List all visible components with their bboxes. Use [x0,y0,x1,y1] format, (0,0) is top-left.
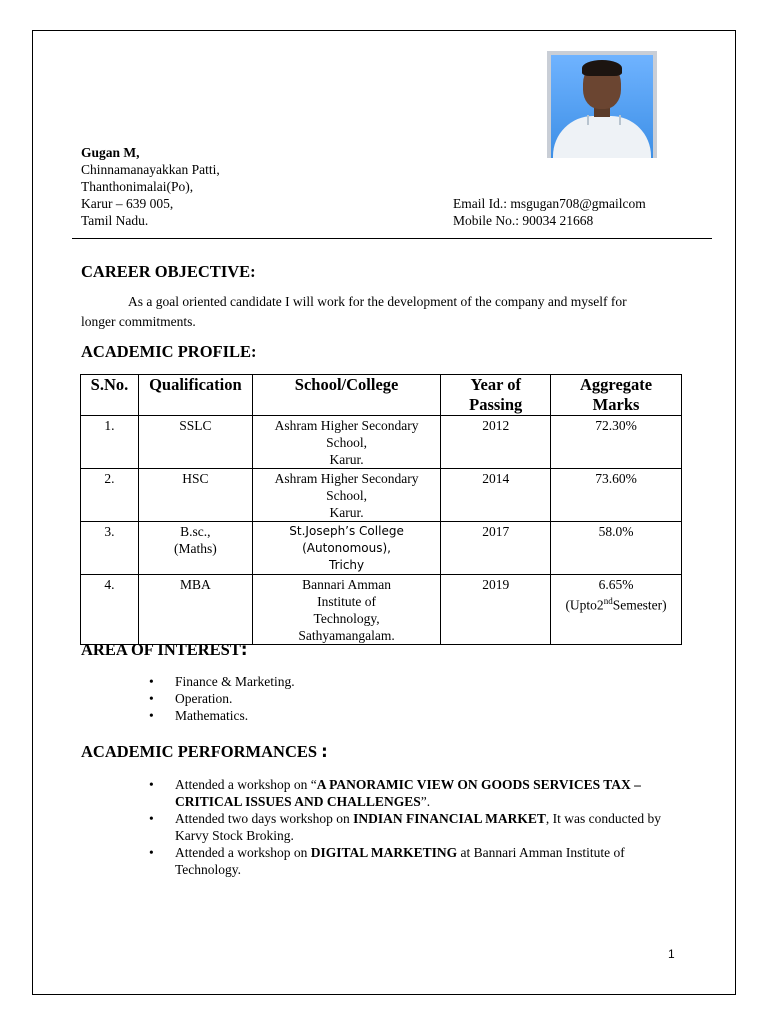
school-line: Ashram Higher Secondary [274,471,419,486]
table-row [81,469,682,522]
table-row [81,575,682,645]
cell-school [252,522,441,575]
header-divider [72,238,712,239]
qualification-line: B.sc., [180,524,211,539]
school-line: Technology, [313,611,380,626]
cell-marks: 73.60% [551,469,682,522]
school-line: Trichy [329,558,365,572]
column-header-school: School/College [252,375,441,416]
cell-qualification [138,416,252,469]
school-line: Bannari Amman [302,577,391,592]
candidate-name: Gugan M, [81,145,140,160]
cell-year: 2017 [441,522,551,575]
list-item [149,844,635,878]
interest-list [149,673,295,724]
school-line: St.Joseph’s College [289,524,404,538]
marks-note-post: Semester) [612,597,667,613]
qualification-line: MBA [179,577,211,592]
email-label: Email Id.: [453,196,511,211]
cell-sno: 1. [81,416,139,469]
academic-performances-title: ACADEMIC PERFORMANCES [81,742,318,761]
school-line: School, [326,435,368,450]
school-line: Karur. [329,505,364,520]
list-item [149,810,669,844]
marks-note-sup: nd [603,596,613,606]
cell-year: 2019 [441,575,551,645]
career-objective-body: As a goal oriented candidate I will work for the development of the company and myself for longer commitments. [81,294,627,329]
qualification-line: HSC [182,471,209,486]
email-value: msgugan708@gmailcom [510,196,646,211]
school-line: Ashram Higher Secondary [274,418,419,433]
cell-school [252,416,441,469]
list-item: • Finance & Marketing. [149,673,295,690]
school-line: (Autonomous), [302,541,391,555]
performance-bold: INDIAN FINANCIAL MARKET [353,811,546,826]
address-line-3: Karur – 639 005, [81,196,174,211]
email-line [453,195,646,212]
list-item: • Operation. [149,690,295,707]
area-of-interest-title: AREA OF INTEREST [81,640,241,659]
performance-text: Attended a workshop on [175,845,311,860]
performance-text: Attended a workshop on “ [175,777,317,792]
cell-year: 2014 [441,469,551,522]
academic-performances-heading [81,742,328,762]
cell-school [252,575,441,645]
career-objective-text [81,292,651,332]
list-item [149,776,669,810]
performance-bold: DIGITAL MARKETING [310,845,458,860]
cell-marks [551,575,682,645]
cell-sno: 4. [81,575,139,645]
column-header-qualification: Qualification [138,375,252,416]
performance-list [149,776,669,878]
list-item: • Mathematics. [149,707,295,724]
cell-sno: 2. [81,469,139,522]
school-line: Institute of [317,594,376,609]
mobile-line [453,212,593,229]
column-header-year-text: Year of Passing [469,375,523,414]
school-line: School, [326,488,368,503]
cell-school [252,469,441,522]
address-line-2: Thanthonimalai(Po), [81,179,194,194]
table-row [81,522,682,575]
qualification-line: SSLC [179,418,212,433]
performance-text: , It was conducted by Karvy Stock Broking. [175,811,661,843]
column-header-marks [551,375,682,416]
area-of-interest-colon: : [240,640,248,659]
school-line: Sathyamangalam. [298,628,395,643]
qualification-line: (Maths) [173,541,217,556]
performance-bold: A PANORAMIC VIEW ON GOODS SERVICES TAX – CRITICAL ISSUES AND CHALLENGES [175,777,641,809]
performance-text: at Bannari Amman Institute of Technology. [175,845,625,877]
cell-marks: 72.30% [551,416,682,469]
cell-sno: 3. [81,522,139,575]
school-line: Karur. [329,452,364,467]
address-line-1: Chinnamanayakkan Patti, [81,162,220,177]
marks-note [554,593,678,614]
mobile-value: 90034 21668 [522,213,594,228]
mobile-label: Mobile No.: [453,213,523,228]
table-row [81,416,682,469]
profile-photo [547,51,657,158]
academic-profile-heading: ACADEMIC PROFILE: [81,342,257,361]
address-line-4: Tamil Nadu. [81,213,149,228]
cell-marks: 58.0% [551,522,682,575]
cell-qualification [138,575,252,645]
cell-qualification [138,522,252,575]
career-objective-heading: CAREER OBJECTIVE: [81,262,256,281]
area-of-interest-heading [81,640,247,660]
academic-profile-table [80,374,682,645]
column-header-sno: S.No. [81,375,139,416]
column-header-year [441,375,551,416]
table-header-row [81,375,682,416]
cell-year: 2012 [441,416,551,469]
marks-value: 6.65% [598,577,634,592]
performance-text: Attended two days workshop on [175,811,354,826]
column-header-marks-text: Aggregate Marks [580,375,653,414]
marks-note-pre: (Upto2 [565,597,604,613]
academic-performances-colon: : [321,742,328,761]
performance-text: ”. [420,794,431,809]
cell-qualification [138,469,252,522]
page-number: 1 [668,947,675,961]
